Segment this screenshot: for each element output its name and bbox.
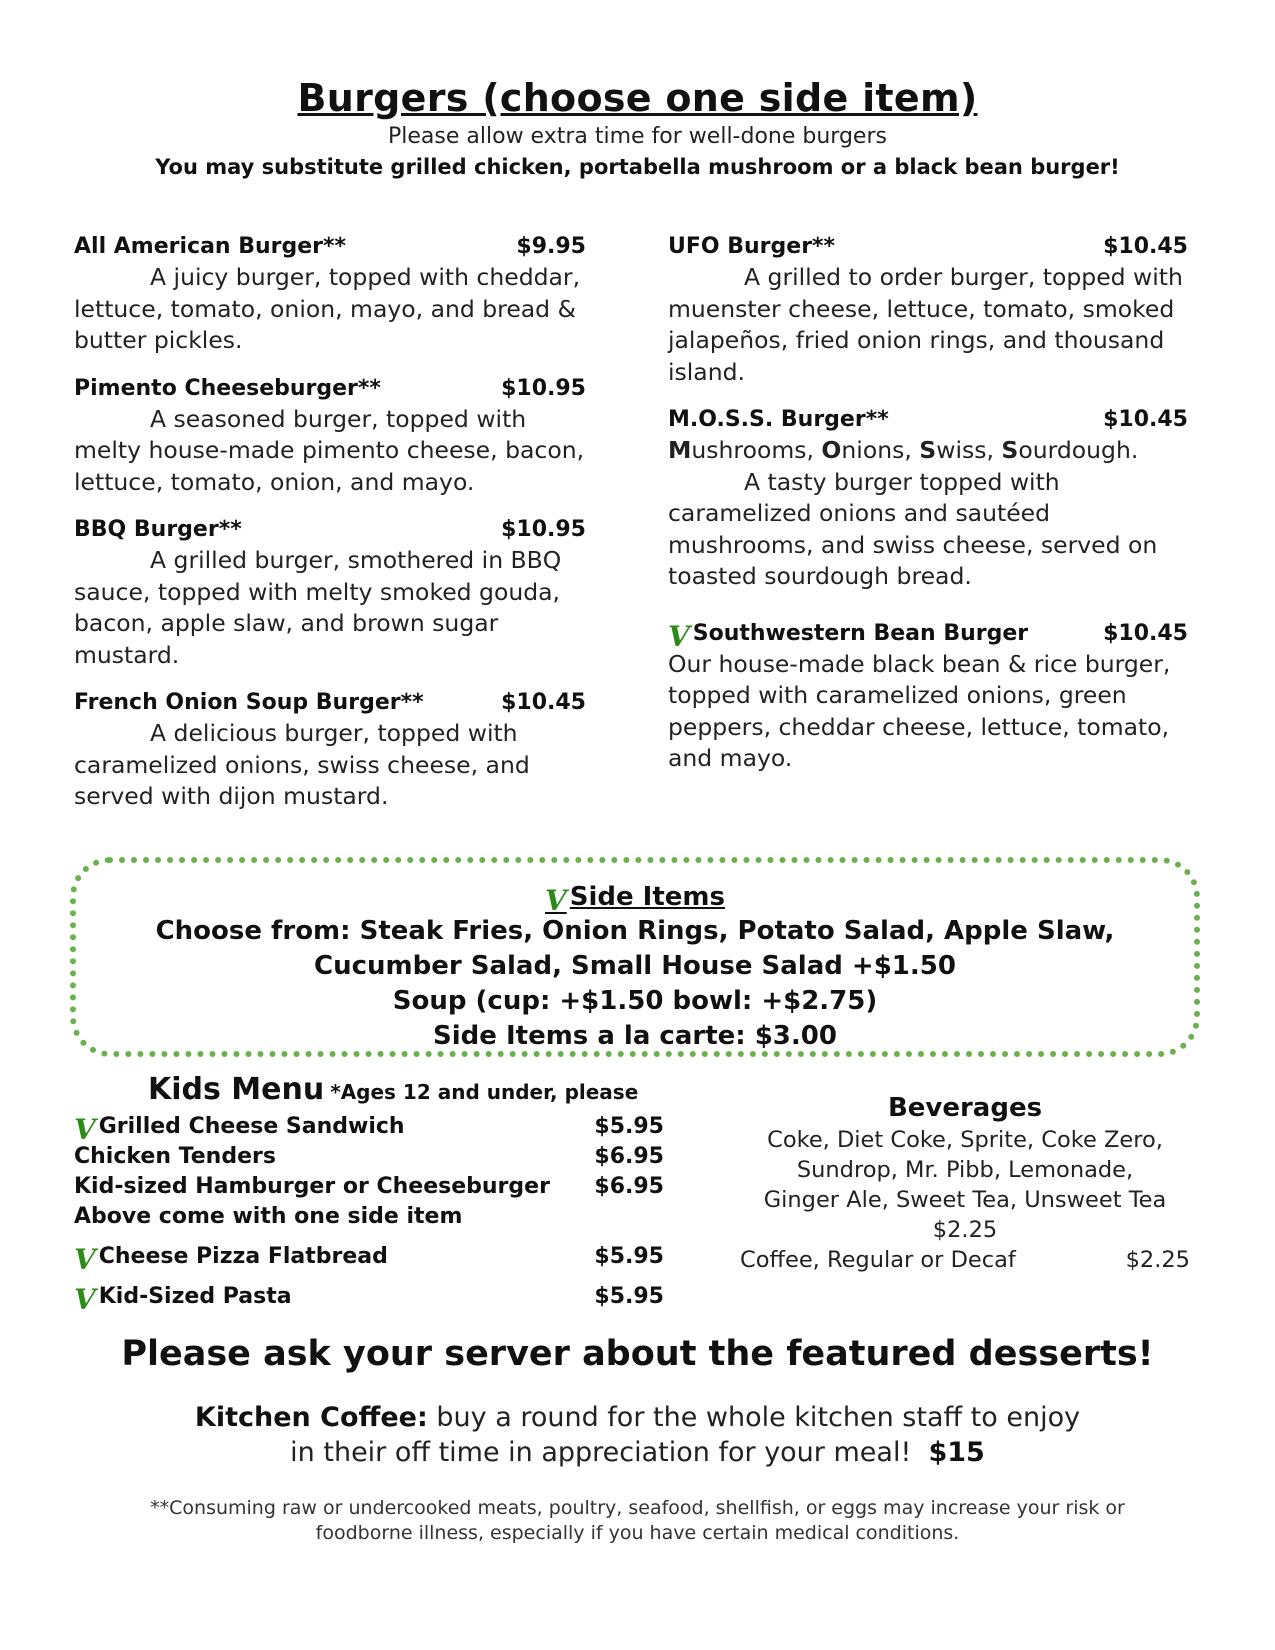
- side-items-box: [70, 857, 1200, 1057]
- burger-item: [668, 232, 1188, 388]
- vegetarian-icon: V: [545, 884, 567, 917]
- coffee-price: $2.25: [1125, 1247, 1190, 1273]
- burger-item: [74, 688, 586, 813]
- kids-item-name: Kid-sized Hamburger or Cheeseburger: [74, 1174, 550, 1199]
- kids-side-note: Above come with one side item: [74, 1204, 463, 1229]
- burger-description: A juicy burger, topped with cheddar, lettuce, tomato, onion, mayo, and bread & butter pickles.: [74, 263, 581, 354]
- burger-description: Our house-made black bean & rice burger, topped with caramelized onions, green peppers, cheddar cheese, lettuce, tomato, and mayo.: [668, 649, 1171, 772]
- burger-price: $10.95: [501, 375, 586, 401]
- vegetarian-icon: V: [668, 619, 690, 653]
- burger-description: A seasoned burger, topped with melty house-made pimento cheese, bacon, lettuce, tomato, onion, and mayo.: [74, 404, 585, 496]
- beverages-price: $2.25: [932, 1217, 998, 1243]
- beverages-line: Ginger Ale, Sweet Tea, Unsweet Tea: [763, 1187, 1167, 1213]
- burgers-left-column: [74, 232, 586, 830]
- kids-item: [74, 1142, 664, 1172]
- side-items-line: Soup (cup: +$1.50 bowl: +$2.75): [392, 986, 878, 1016]
- kids-item: [74, 1242, 664, 1276]
- kids-item-name: Kid-Sized Pasta: [98, 1284, 292, 1309]
- burger-name: M.O.S.S. Burger**: [668, 407, 889, 432]
- kids-menu: [74, 1070, 674, 1316]
- vegetarian-icon: V: [74, 1243, 96, 1276]
- burger-price: $9.95: [516, 234, 586, 259]
- kitchen-coffee-text: in their off time in appreciation for your meal!: [290, 1437, 912, 1468]
- kids-item-name: Cheese Pizza Flatbread: [98, 1244, 388, 1269]
- kitchen-coffee-text: buy a round for the whole kitchen staff to enjoy: [427, 1402, 1081, 1433]
- coffee-label: Coffee, Regular or Decaf: [740, 1247, 1016, 1273]
- kids-item: [74, 1112, 664, 1146]
- disclaimer: [0, 1496, 1275, 1546]
- beverages: [740, 1091, 1190, 1275]
- dessert-note: Please ask your server about the featured desserts!: [121, 1334, 1154, 1374]
- kids-item-name: Grilled Cheese Sandwich: [98, 1114, 405, 1139]
- kids-item-price: $5.95: [594, 1244, 664, 1269]
- kids-item: [74, 1172, 664, 1202]
- side-items-line: Side Items a la carte: $3.00: [433, 1021, 837, 1051]
- burger-price: $10.95: [501, 517, 586, 542]
- coffee-row: [740, 1245, 1190, 1275]
- burger-name: Southwestern Bean Burger: [692, 620, 1029, 646]
- burger-price: $10.45: [1103, 234, 1188, 259]
- beverages-line: Coke, Diet Coke, Sprite, Coke Zero,: [767, 1127, 1163, 1153]
- kids-item: [74, 1282, 664, 1316]
- kids-item-price: $6.95: [594, 1144, 664, 1169]
- disclaimer-line: foodborne illness, especially if you have certain medical conditions.: [315, 1522, 960, 1544]
- kids-item: [74, 1202, 664, 1232]
- kids-menu-note: *Ages 12 and under, please: [330, 1080, 639, 1104]
- kitchen-coffee: [0, 1400, 1275, 1470]
- burger-description: A delicious burger, topped with caramelized onions, swiss cheese, and served with dijon mustard.: [74, 719, 530, 810]
- burgers-right-column: [668, 232, 1188, 792]
- burger-name: BBQ Burger**: [74, 517, 242, 542]
- page-title: Burgers (choose one side item): [297, 76, 978, 120]
- substitute-note: You may substitute grilled chicken, portabella mushroom or a black bean burger!: [155, 155, 1120, 179]
- burger-name: French Onion Soup Burger**: [74, 690, 424, 715]
- side-items-title: Side Items: [569, 882, 725, 912]
- page-subtitle: Please allow extra time for well-done burgers: [388, 124, 887, 149]
- burger-description: A grilled to order burger, topped with muenster cheese, lettuce, tomato, smoked jalapeños, fried onion rings, and thousand island.: [668, 263, 1183, 386]
- side-items-line: Choose from: Steak Fries, Onion Rings, Potato Salad, Apple Slaw,: [155, 916, 1115, 946]
- burger-name: Pimento Cheeseburger**: [74, 375, 381, 401]
- acronym-line: Mushrooms, Onions, Swiss, Sourdough.: [668, 436, 1139, 464]
- burger-name: UFO Burger**: [668, 234, 836, 259]
- burger-item: [74, 515, 586, 671]
- burger-price: $10.45: [1103, 620, 1188, 646]
- burger-description: A tasty burger topped with caramelized onions and sautéed mushrooms, and swiss cheese, served on toasted sourdough bread.: [668, 467, 1158, 590]
- vegetarian-icon: V: [74, 1283, 96, 1316]
- burger-description: A grilled burger, smothered in BBQ sauce, topped with melty smoked gouda, bacon, apple slaw, and brown sugar mustard.: [74, 546, 562, 669]
- kids-item-name: Chicken Tenders: [74, 1144, 276, 1169]
- header: [0, 74, 1275, 182]
- kids-item-price: $5.95: [594, 1114, 664, 1139]
- kids-menu-title: Kids Menu: [148, 1072, 325, 1107]
- burger-item: [668, 405, 1188, 593]
- beverages-line: Sundrop, Mr. Pibb, Lemonade,: [796, 1157, 1134, 1183]
- kitchen-coffee-price: $15: [928, 1437, 985, 1468]
- disclaimer-line: **Consuming raw or undercooked meats, poultry, seafood, shellfish, or eggs may increase your risk or: [150, 1497, 1125, 1519]
- burger-price: $10.45: [1103, 407, 1188, 432]
- vegetarian-icon: V: [74, 1113, 96, 1146]
- kitchen-coffee-label: Kitchen Coffee:: [194, 1402, 428, 1433]
- beverages-title: Beverages: [887, 1093, 1043, 1123]
- burger-price: $10.45: [501, 690, 586, 715]
- kids-item-price: $5.95: [594, 1284, 664, 1309]
- burger-item: [74, 374, 586, 499]
- burger-item: [74, 232, 586, 357]
- burger-item: [668, 619, 1188, 775]
- side-items-line: Cucumber Salad, Small House Salad +$1.50: [314, 951, 956, 981]
- burger-name: All American Burger**: [74, 234, 347, 259]
- kids-item-price: $6.95: [594, 1174, 664, 1199]
